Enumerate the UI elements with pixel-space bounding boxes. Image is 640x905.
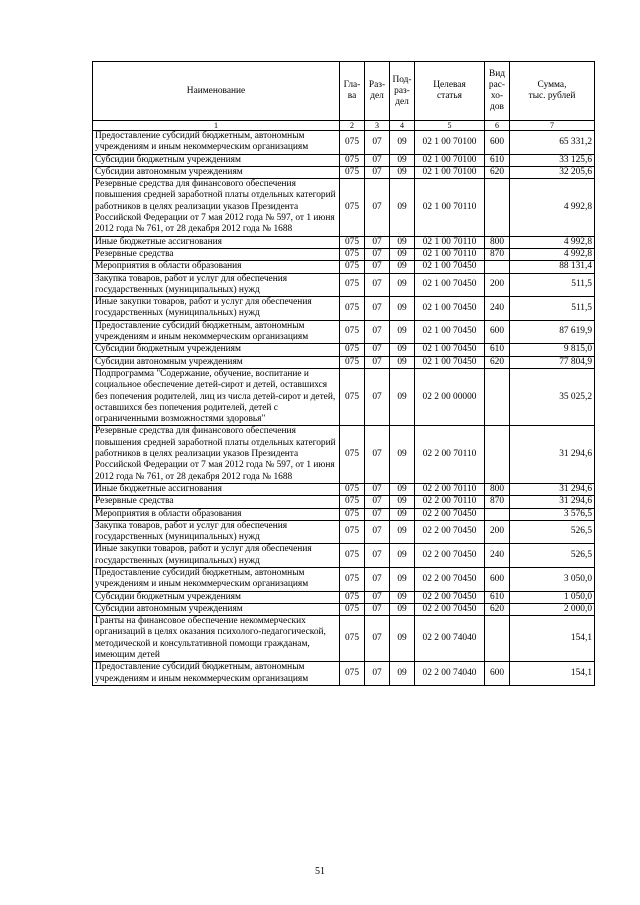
row-target: 02 2 00 70110 (415, 483, 485, 495)
row-chapter: 075 (340, 166, 365, 178)
row-subsection: 09 (390, 567, 415, 591)
table-row (93, 483, 595, 495)
table-body (93, 131, 595, 686)
row-subsection: 09 (390, 520, 415, 544)
row-amount: 33 125,6 (510, 154, 595, 166)
row-amount: 65 331,2 (510, 131, 595, 155)
row-amount: 511,5 (510, 273, 595, 297)
column-number: 5 (415, 121, 485, 131)
row-expense-type: 620 (485, 166, 510, 178)
row-name: Закупка товаров, работ и услуг для обеспечения государственных (муниципальных) нужд (93, 520, 340, 544)
row-subsection: 09 (390, 261, 415, 273)
column-number-row (93, 121, 595, 131)
budget-table (92, 61, 595, 686)
row-chapter: 075 (340, 520, 365, 544)
row-section: 07 (365, 131, 390, 155)
row-chapter: 075 (340, 544, 365, 568)
row-chapter: 075 (340, 591, 365, 603)
row-section: 07 (365, 544, 390, 568)
row-subsection: 09 (390, 179, 415, 236)
row-expense-type: 200 (485, 520, 510, 544)
row-chapter: 075 (340, 508, 365, 520)
row-name: Предоставление субсидий бюджетным, автономным учреждениям и иным некоммерческим организациям (93, 567, 340, 591)
row-amount: 4 992,8 (510, 248, 595, 260)
row-chapter: 075 (340, 426, 365, 483)
row-expense-type: 870 (485, 496, 510, 508)
header-row (93, 62, 595, 121)
row-subsection: 09 (390, 344, 415, 356)
column-number: 3 (365, 121, 390, 131)
table-row (93, 261, 595, 273)
row-expense-type: 610 (485, 591, 510, 603)
row-name: Резервные средства для финансового обеспечения повышения средней заработной платы отдельных категорий работников в целях реализации указов Президента Российской Федерации от 7 мая 2012 года № 597, от 1 июня 2012 года № 761, от 28 декабря 2012 года № 1688 (93, 426, 340, 483)
row-section: 07 (365, 616, 390, 662)
row-subsection: 09 (390, 368, 415, 425)
row-subsection: 09 (390, 131, 415, 155)
row-expense-type: 200 (485, 273, 510, 297)
row-expense-type (485, 179, 510, 236)
table-row (93, 508, 595, 520)
row-target: 02 2 00 70450 (415, 520, 485, 544)
row-amount: 526,5 (510, 520, 595, 544)
row-expense-type: 600 (485, 567, 510, 591)
row-target: 02 1 00 70110 (415, 236, 485, 248)
row-name: Закупка товаров, работ и услуг для обеспечения государственных (муниципальных) нужд (93, 273, 340, 297)
row-name: Мероприятия в области образования (93, 508, 340, 520)
row-section: 07 (365, 368, 390, 425)
row-target: 02 1 00 70450 (415, 356, 485, 368)
row-target: 02 1 00 70450 (415, 261, 485, 273)
row-name: Предоставление субсидий бюджетным, автономным учреждениям и иным некоммерческим организациям (93, 131, 340, 155)
row-target: 02 1 00 70100 (415, 131, 485, 155)
row-subsection: 09 (390, 248, 415, 260)
row-chapter: 075 (340, 297, 365, 321)
row-section: 07 (365, 508, 390, 520)
row-section: 07 (365, 483, 390, 495)
page-number: 51 (315, 866, 325, 877)
row-subsection: 09 (390, 273, 415, 297)
table-row (93, 662, 595, 686)
row-subsection: 09 (390, 603, 415, 615)
row-expense-type: 620 (485, 603, 510, 615)
row-target: 02 1 00 70110 (415, 179, 485, 236)
row-name: Иные бюджетные ассигнования (93, 236, 340, 248)
row-section: 07 (365, 297, 390, 321)
table-row (93, 297, 595, 321)
row-section: 07 (365, 166, 390, 178)
row-name: Резервные средства (93, 248, 340, 260)
row-expense-type (485, 616, 510, 662)
table-row (93, 567, 595, 591)
header-section: Раз- дел (365, 62, 390, 121)
row-expense-type: 800 (485, 483, 510, 495)
row-section: 07 (365, 591, 390, 603)
row-name: Подпрограмма "Содержание, обучение, воспитание и социальное обеспечение детей-сирот и детей, оставшихся без попечения родителей, лиц из числа детей-сирот и детей, оставшихся без попечения родителей, детей с ограниченными возможностями здоровья" (93, 368, 340, 425)
row-name: Субсидии бюджетным учреждениям (93, 154, 340, 166)
row-amount: 2 000,0 (510, 603, 595, 615)
table-row (93, 496, 595, 508)
row-expense-type: 600 (485, 662, 510, 686)
row-target: 02 2 00 70450 (415, 603, 485, 615)
row-amount: 154,1 (510, 662, 595, 686)
row-amount: 31 294,6 (510, 496, 595, 508)
row-subsection: 09 (390, 236, 415, 248)
table-row (93, 166, 595, 178)
row-expense-type: 600 (485, 131, 510, 155)
row-section: 07 (365, 320, 390, 344)
table-row (93, 520, 595, 544)
row-subsection: 09 (390, 297, 415, 321)
row-section: 07 (365, 496, 390, 508)
row-expense-type: 800 (485, 236, 510, 248)
table-row (93, 368, 595, 425)
row-section: 07 (365, 273, 390, 297)
header-target: Целевая статья (415, 62, 485, 121)
row-section: 07 (365, 261, 390, 273)
row-amount: 4 992,8 (510, 179, 595, 236)
row-amount: 31 294,6 (510, 426, 595, 483)
row-amount: 35 025,2 (510, 368, 595, 425)
row-expense-type (485, 368, 510, 425)
row-target: 02 1 00 70450 (415, 320, 485, 344)
row-amount: 32 205,6 (510, 166, 595, 178)
row-target: 02 2 00 70450 (415, 591, 485, 603)
row-expense-type (485, 426, 510, 483)
row-subsection: 09 (390, 496, 415, 508)
row-target: 02 1 00 70100 (415, 166, 485, 178)
header-name: Наименование (93, 62, 340, 121)
row-expense-type (485, 508, 510, 520)
row-amount: 88 131,4 (510, 261, 595, 273)
row-target: 02 2 00 70450 (415, 544, 485, 568)
column-number: 4 (390, 121, 415, 131)
row-name: Иные закупки товаров, работ и услуг для обеспечения государственных (муниципальных) нужд (93, 297, 340, 321)
row-section: 07 (365, 520, 390, 544)
row-chapter: 075 (340, 603, 365, 615)
row-target: 02 2 00 70450 (415, 508, 485, 520)
row-amount: 77 804,9 (510, 356, 595, 368)
row-target: 02 2 00 00000 (415, 368, 485, 425)
row-chapter: 075 (340, 496, 365, 508)
row-chapter: 075 (340, 356, 365, 368)
table-row (93, 344, 595, 356)
row-expense-type: 870 (485, 248, 510, 260)
table-header (93, 62, 595, 131)
row-amount: 154,1 (510, 616, 595, 662)
table-row (93, 154, 595, 166)
row-subsection: 09 (390, 483, 415, 495)
row-section: 07 (365, 356, 390, 368)
row-amount: 87 619,9 (510, 320, 595, 344)
row-chapter: 075 (340, 261, 365, 273)
row-amount: 4 992,8 (510, 236, 595, 248)
row-section: 07 (365, 248, 390, 260)
row-section: 07 (365, 236, 390, 248)
row-subsection: 09 (390, 591, 415, 603)
row-name: Субсидии автономным учреждениям (93, 603, 340, 615)
row-chapter: 075 (340, 179, 365, 236)
column-number: 2 (340, 121, 365, 131)
row-name: Предоставление субсидий бюджетным, автономным учреждениям и иным некоммерческим организациям (93, 662, 340, 686)
row-target: 02 2 00 74040 (415, 616, 485, 662)
row-target: 02 2 00 74040 (415, 662, 485, 686)
table-row (93, 426, 595, 483)
row-section: 07 (365, 426, 390, 483)
row-target: 02 1 00 70450 (415, 297, 485, 321)
row-subsection: 09 (390, 166, 415, 178)
header-expense-type: Вид рас- хо- дов (485, 62, 510, 121)
row-subsection: 09 (390, 426, 415, 483)
row-section: 07 (365, 154, 390, 166)
table-row (93, 616, 595, 662)
row-chapter: 075 (340, 320, 365, 344)
row-name: Субсидии автономным учреждениям (93, 356, 340, 368)
row-chapter: 075 (340, 248, 365, 260)
row-name: Иные бюджетные ассигнования (93, 483, 340, 495)
row-expense-type (485, 261, 510, 273)
row-subsection: 09 (390, 508, 415, 520)
table-row (93, 603, 595, 615)
header-chapter: Гла- ва (340, 62, 365, 121)
row-name: Резервные средства (93, 496, 340, 508)
row-subsection: 09 (390, 662, 415, 686)
header-amount: Сумма, тыс. рублей (510, 62, 595, 121)
row-chapter: 075 (340, 131, 365, 155)
row-name: Резервные средства для финансового обеспечения повышения средней заработной платы отдельных категорий работников в целях реализации указов Президента Российской Федерации от 7 мая 2012 года № 597, от 1 июня 2012 года № 761, от 28 декабря 2012 года № 1688 (93, 179, 340, 236)
row-name: Предоставление субсидий бюджетным, автономным учреждениям и иным некоммерческим организациям (93, 320, 340, 344)
row-expense-type: 240 (485, 544, 510, 568)
table-row (93, 248, 595, 260)
row-name: Иные закупки товаров, работ и услуг для обеспечения государственных (муниципальных) нужд (93, 544, 340, 568)
row-target: 02 1 00 70450 (415, 344, 485, 356)
row-name: Субсидии бюджетным учреждениям (93, 344, 340, 356)
row-amount: 526,5 (510, 544, 595, 568)
table-row (93, 179, 595, 236)
row-expense-type: 610 (485, 344, 510, 356)
row-amount: 3 050,0 (510, 567, 595, 591)
row-chapter: 075 (340, 273, 365, 297)
row-section: 07 (365, 179, 390, 236)
row-amount: 1 050,0 (510, 591, 595, 603)
table-row (93, 131, 595, 155)
row-subsection: 09 (390, 320, 415, 344)
row-section: 07 (365, 567, 390, 591)
table-row (93, 320, 595, 344)
row-expense-type: 600 (485, 320, 510, 344)
row-name: Субсидии автономным учреждениям (93, 166, 340, 178)
header-subsection: Под- раз- дел (390, 62, 415, 121)
row-chapter: 075 (340, 236, 365, 248)
row-name: Субсидии бюджетным учреждениям (93, 591, 340, 603)
table-row (93, 356, 595, 368)
row-subsection: 09 (390, 356, 415, 368)
row-subsection: 09 (390, 616, 415, 662)
row-subsection: 09 (390, 154, 415, 166)
row-expense-type: 620 (485, 356, 510, 368)
row-section: 07 (365, 662, 390, 686)
row-target: 02 1 00 70110 (415, 248, 485, 260)
row-section: 07 (365, 344, 390, 356)
table-row (93, 273, 595, 297)
row-name: Гранты на финансовое обеспечение некоммерческих организаций в целях оказания психолого-педагогической, методической и консультативной помощи гражданам, имеющим детей (93, 616, 340, 662)
column-number: 7 (510, 121, 595, 131)
row-section: 07 (365, 603, 390, 615)
row-amount: 3 576,5 (510, 508, 595, 520)
row-expense-type: 240 (485, 297, 510, 321)
row-expense-type: 610 (485, 154, 510, 166)
row-target: 02 2 00 70450 (415, 567, 485, 591)
row-chapter: 075 (340, 154, 365, 166)
row-name: Мероприятия в области образования (93, 261, 340, 273)
row-chapter: 075 (340, 483, 365, 495)
table-row (93, 591, 595, 603)
row-chapter: 075 (340, 662, 365, 686)
row-target: 02 1 00 70450 (415, 273, 485, 297)
row-target: 02 2 00 70110 (415, 496, 485, 508)
row-chapter: 075 (340, 344, 365, 356)
row-chapter: 075 (340, 567, 365, 591)
row-chapter: 075 (340, 616, 365, 662)
row-chapter: 075 (340, 368, 365, 425)
column-number: 1 (93, 121, 340, 131)
row-target: 02 2 00 70110 (415, 426, 485, 483)
row-subsection: 09 (390, 544, 415, 568)
row-target: 02 1 00 70100 (415, 154, 485, 166)
table-row (93, 544, 595, 568)
table-row (93, 236, 595, 248)
column-number: 6 (485, 121, 510, 131)
row-amount: 31 294,6 (510, 483, 595, 495)
row-amount: 511,5 (510, 297, 595, 321)
row-amount: 9 815,0 (510, 344, 595, 356)
